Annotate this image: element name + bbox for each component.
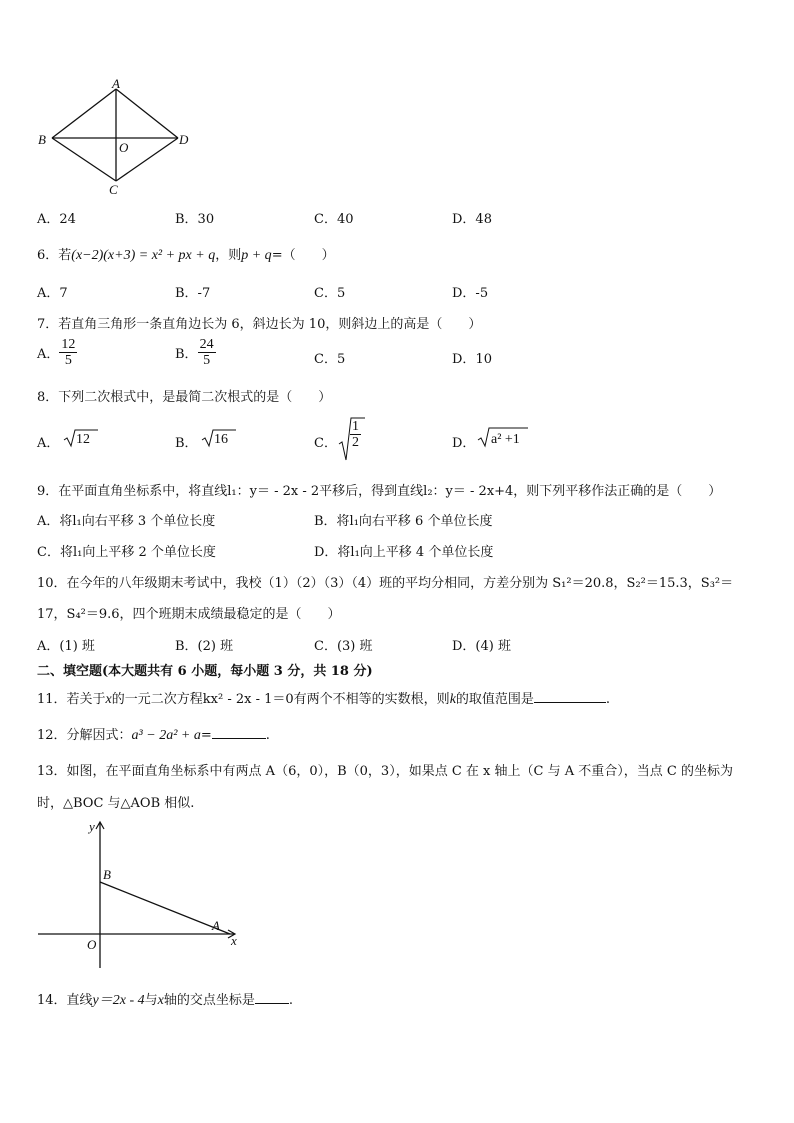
label-o: O: [87, 937, 97, 952]
q9-option-b: B．将l₁向右平移 6 个单位长度: [314, 514, 493, 529]
radicand-fraction: [350, 419, 361, 450]
q13-line1: 13．如图，在平面直角坐标系中有两点 A（6，0），B（0，3），如果点 C 在 x 轴上（C 与 A 不重合），当点 C 的坐标为: [37, 764, 733, 779]
segment-ab: [100, 882, 230, 934]
q10-line1: 10．在今年的八年级期末考试中，我校（1）（2）（3）（4）班的平均分相同，方差分别为 S₁²＝20.8，S₂²＝15.3，S₃²＝: [37, 576, 734, 591]
answer-blank[interactable]: [212, 726, 266, 739]
q6-option-d: D．-5: [452, 286, 489, 301]
q8-option-a-letter: A．: [37, 436, 60, 451]
q7-option-c-letter: C．: [314, 352, 337, 367]
q5-option-b: B．30: [175, 212, 215, 227]
label-d: D: [179, 132, 189, 147]
q12-end: .: [265, 728, 270, 743]
label-x: x: [231, 933, 237, 948]
q8-option-b-radicand: 16: [214, 432, 228, 447]
q9-stem: 9．在平面直角坐标系中，将直线l₁：y＝ - 2x - 2平移后，得到直线l₂：y＝ - 2x+4，则下列平移作法正确的是（ ）: [37, 484, 722, 499]
label-a: A: [112, 76, 120, 91]
q14-x: x: [157, 993, 164, 1008]
q6-prefix: 6．若: [37, 248, 72, 263]
label-b: B: [103, 867, 111, 882]
q14-end: .: [288, 993, 294, 1008]
q11-text3: 有两个不相等的实数根，则: [293, 692, 450, 707]
q11-stem: [37, 688, 610, 708]
q8-option-c: [314, 432, 337, 451]
q6-mid: ，则: [215, 248, 242, 263]
q12-equals: =: [200, 728, 212, 743]
fraction-numerator: 1: [352, 419, 359, 434]
coordinate-figure: [36, 820, 256, 972]
q7-stem: 7．若直角三角形一条直角边长为 6，斜边长为 10，则斜边上的高是（ ）: [37, 317, 482, 332]
q5-option-a: A．24: [37, 212, 76, 227]
q7-option-d-letter: D．: [452, 352, 476, 367]
q8-option-d: [452, 432, 475, 451]
q7-option-b-letter: B．: [175, 347, 198, 362]
q8-option-c-letter: C．: [314, 436, 337, 451]
label-y: y: [89, 819, 95, 834]
q11-text2: 的一元二次方程: [111, 692, 203, 707]
q10-option-b: B．(2) 班: [175, 639, 234, 654]
q9-option-a: A．将l₁向右平移 3 个单位长度: [37, 514, 216, 529]
fraction-numerator: 24: [199, 337, 214, 352]
q7-option-a-fraction: [59, 337, 77, 368]
q14-expression: y＝2x - 4: [92, 993, 145, 1008]
rhombus-side-bc: [52, 138, 116, 181]
q14-text3: 轴的交点坐标是: [163, 993, 255, 1008]
q12-expression: a³ − 2a² + a: [131, 728, 201, 743]
rhombus-figure: [36, 78, 196, 198]
q6-stem: [37, 244, 335, 264]
q11-x: x: [105, 692, 112, 707]
label-b: B: [38, 132, 46, 147]
q8-option-b: [175, 432, 198, 451]
fraction-numerator: 12: [61, 337, 76, 352]
q12-stem: [37, 724, 270, 744]
answer-blank[interactable]: [534, 690, 606, 703]
q11-k: k: [449, 692, 456, 707]
fraction-denominator: 5: [203, 353, 211, 368]
q7-option-b: [175, 337, 216, 368]
q14-stem: [37, 989, 293, 1009]
q6-option-a: A．7: [37, 286, 68, 301]
q9-option-d: D．将l₁向上平移 4 个单位长度: [314, 545, 494, 560]
q6-expression: (x−2)(x+3) = x² + px + q: [71, 248, 216, 263]
q6-option-c: C．5: [314, 286, 346, 301]
answer-blank[interactable]: [255, 991, 289, 1004]
q10-line2: 17，S₄²＝9.6，四个班期末成绩最稳定的是（ ）: [37, 607, 341, 622]
fraction-denominator: 2: [352, 435, 359, 450]
rhombus-side-ab: [52, 89, 116, 138]
q8-option-b-letter: B．: [175, 436, 198, 451]
q7-option-a-letter: A．: [37, 347, 60, 362]
q13-line2: 时，△BOC 与△AOB 相似.: [37, 796, 195, 811]
q7-option-d-value: 10: [475, 352, 492, 367]
section-heading: 二、填空题(本大题共有 6 小题，每小题 3 分，共 18 分): [37, 664, 373, 679]
q8-option-a: [37, 432, 59, 451]
fraction-denominator: 5: [64, 353, 72, 368]
q6-option-b: B．-7: [175, 286, 211, 301]
label-o: O: [119, 140, 129, 155]
q7-option-c: [314, 348, 345, 367]
q11-equation: kx² - 2x - 1＝0: [202, 692, 294, 707]
q7-option-a: [37, 337, 77, 368]
q8-option-d-radicand: a² +1: [491, 432, 520, 447]
q10-option-d: D．(4) 班: [452, 639, 511, 654]
q8-option-a-radicand: 12: [76, 432, 90, 447]
q8-option-c-fraction: [350, 419, 361, 450]
q12-text: 12．分解因式：: [37, 728, 132, 743]
q9-option-c: C．将l₁向上平移 2 个单位长度: [37, 545, 216, 560]
q10-option-a: A．(1) 班: [37, 639, 95, 654]
q7-option-b-fraction: [198, 337, 216, 368]
q7-option-d: [452, 348, 492, 367]
q5-option-c: C．40: [314, 212, 354, 227]
q11-text1: 11．若关于: [37, 692, 106, 707]
q14-text1: 14．直线: [37, 993, 93, 1008]
q8-stem: 8．下列二次根式中，是最简二次根式的是（ ）: [37, 390, 332, 405]
q6-target: p + q: [241, 248, 272, 263]
q11-text4: 的取值范围是: [455, 692, 534, 707]
q11-end: .: [605, 692, 611, 707]
label-a: A: [212, 918, 220, 933]
q6-suffix: =（ ）: [271, 248, 335, 263]
q14-text2: 与: [144, 993, 158, 1008]
q10-option-c: C．(3) 班: [314, 639, 373, 654]
label-c: C: [109, 182, 118, 197]
q8-option-d-letter: D．: [452, 436, 476, 451]
q5-option-d: D．48: [452, 212, 492, 227]
q7-option-c-value: 5: [336, 352, 346, 367]
rhombus-side-ad: [116, 89, 178, 138]
